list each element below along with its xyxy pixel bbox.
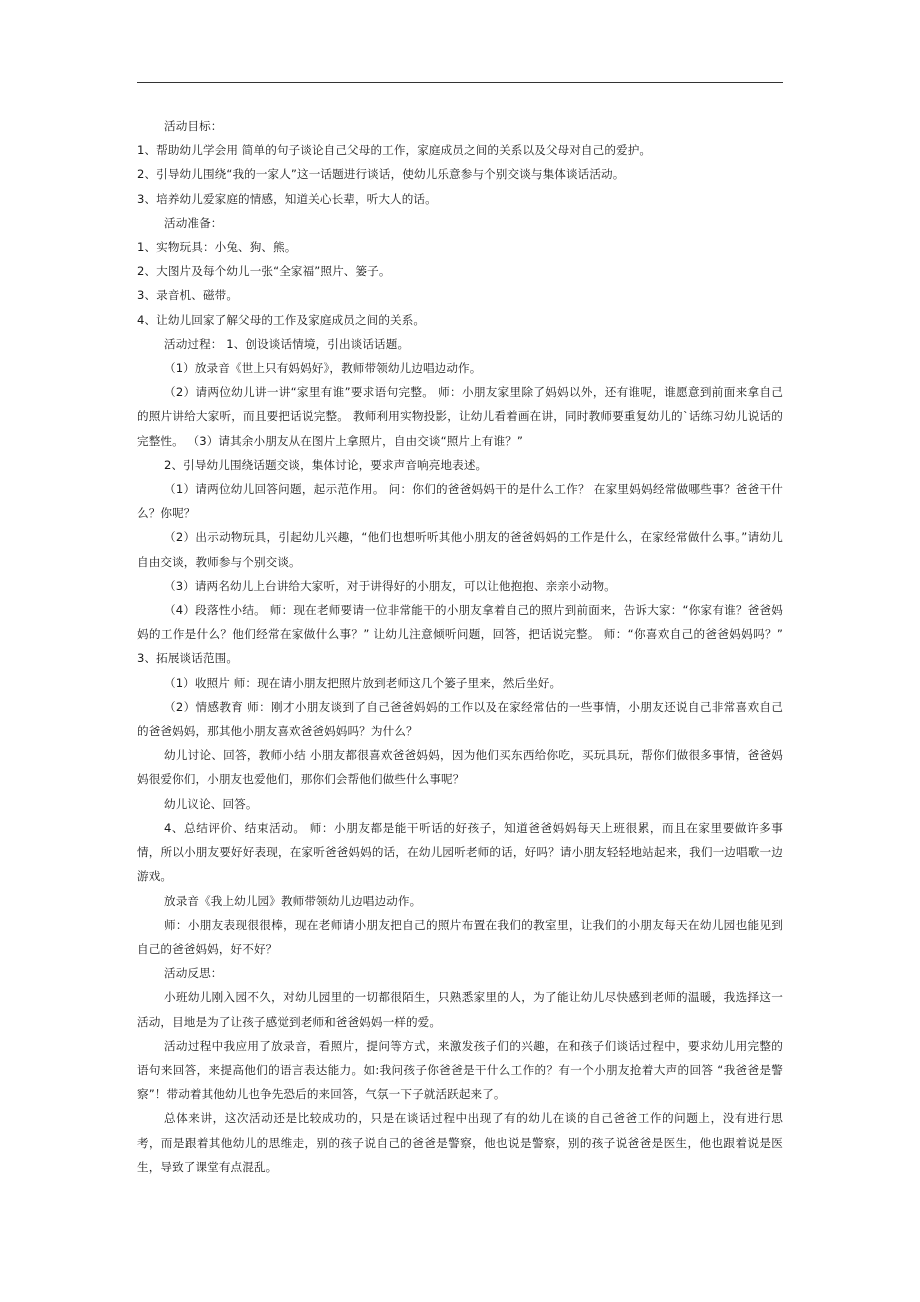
paragraph: （1）放录音《世上只有妈妈好》，教师带领幼儿边唱边动作。 [164,361,482,376]
paragraph: 放录音《我上幼儿园》教师带领幼儿边唱边动作。 [164,893,422,908]
paragraph: 1、实物玩具：小兔、狗、熊。 [137,240,297,255]
paragraph: 4、让幼儿回家了解父母的工作及家庭成员之间的关系。 [137,312,426,327]
paragraph: 2、引导幼儿围绕话题交谈，集体讨论，要求声音响亮地表述。 [164,457,488,472]
paragraph: （1）请两位幼儿回答问题，起示范作用。 问：你们的爸爸妈妈干的是什么工作？ 在家里妈妈经常做哪些事？爸爸干什么？你呢？ [137,482,783,521]
paragraph: （2）出示动物玩具，引起幼儿兴趣，“他们也想听听其他小朋友的爸爸妈妈的工作是什么，在家经常做什么事。”请幼儿自由交谈，教师参与个别交谈。 [137,530,783,569]
paragraph: 2、引导幼儿围绕“我的一家人”这一话题进行谈话，使幼儿乐意参与个别交谈与集体谈话活动。 [137,167,625,182]
paragraph: 幼儿议论、回答。 [164,796,258,811]
paragraph: 活动目标： [164,119,223,133]
paragraph: 活动过程中我应用了放录音，看照片，提问等方式，来激发孩子们的兴趣，在和孩子们谈话过程中，要求幼儿用完整的语句来回答，来提高他们的语言表达能力。如:我问孩子你爸爸是干什么工作的？有一个小朋友抢着大声的回答 “我爸爸是警察”！带动着其他幼儿也争先恐后的来回答，气氛一下子就活跃起来了。 [137,1038,783,1102]
document-body [137,114,783,1179]
paragraph: 总体来讲，这次活动还是比较成功的，只是在谈话过程中出现了有的幼儿在谈的自己爸爸工作的问题上，没有进行思考，而是跟着其他幼儿的思维走，别的孩子说自己的爸爸是警察，他也说是警察，别的孩子说爸爸是医生，他也跟着说是医生，导致了课堂有点混乱。 [137,1111,783,1174]
paragraph: （1）收照片 师：现在请小朋友把照片放到老师这几个篓子里来，然后坐好。 [164,675,562,690]
paragraph: 小班幼儿刚入园不久，对幼儿园里的一切都很陌生，只熟悉家里的人，为了能让幼儿尽快感到老师的温暖，我选择这一活动，目地是为了让孩子感觉到老师和爸爸妈妈一样的爱。 [137,990,783,1029]
paragraph: 幼儿讨论、回答，教师小结 小朋友都很喜欢爸爸妈妈，因为他们买东西给你吃，买玩具玩，帮你们做很多事情，爸爸妈妈很爱你们，小朋友也爱他们，那你们会帮他们做些什么事呢？ [137,748,783,787]
paragraph: 2、大图片及每个幼儿一张“全家福”照片、篓子。 [137,264,391,279]
paragraph: （2）请两位幼儿讲一讲“家里有谁”要求语句完整。 师：小朋友家里除了妈妈以外，还有谁呢，谁愿意到前面来拿自己的照片讲给大家听，而且要把话说完整。 教师利用实物投影，让幼儿看着画在讲，同时教师要重复幼儿的`话练习幼儿说话的完整性。 （3）请其余小朋友从在图片上拿照片，自由交谈“照片上有谁？” [137,385,783,448]
paragraph: 3、培养幼儿爱家庭的情感，知道关心长辈，听大人的话。 [137,191,437,206]
paragraph: （2）情感教育 师：刚才小朋友谈到了自己爸爸妈妈的工作以及在家经常估的一些事情，小朋友还说自己非常喜欢自己的爸爸妈妈，那其他小朋友喜欢爸爸妈妈吗？为什么？ [137,699,783,739]
paragraph: 活动过程： 1、创设谈话情境，引出谈话话题。 [164,336,410,351]
paragraph: 4、总结评价、结束活动。 师：小朋友都是能干听话的好孩子，知道爸爸妈妈每天上班很累，而且在家里要做许多事情，所以小朋友要好好表现，在家听爸爸妈妈的话，在幼儿园听老师的话，好吗？请小朋友轻轻地站起来，我们一边唱歌一边游戏。 [137,820,783,884]
paragraph: 3、录音机、磁带。 [137,288,239,303]
paragraph: （3）请两名幼儿上台讲给大家听，对于讲得好的小朋友，可以让他抱抱、亲亲小动物。 [164,578,616,593]
header-rule [137,82,783,83]
paragraph: 活动反思： [164,966,223,981]
paragraph: 师：小朋友表现很很棒，现在老师请小朋友把自己的照片布置在我们的教室里，让我们的小朋友每天在幼儿园也能见到自己的爸爸妈妈，好不好？ [137,917,783,956]
paragraph: （4）段落性小结。 师：现在老师要请一位非常能干的小朋友拿着自己的照片到前面来，告诉大家：“你家有谁？爸爸妈妈的工作是什么？他们经常在家做什么事？” 让幼儿注意倾听问题，回答，把话说完整。 师：“你喜欢自己的爸爸妈妈吗？” 3、拓展谈话范围。 [137,603,783,666]
paragraph: 1、帮助幼儿学会用 简单的句子谈论自己父母的工作，家庭成员之间的关系以及父母对自己的爱护。 [137,143,652,158]
paragraph: 活动准备： [164,215,223,230]
